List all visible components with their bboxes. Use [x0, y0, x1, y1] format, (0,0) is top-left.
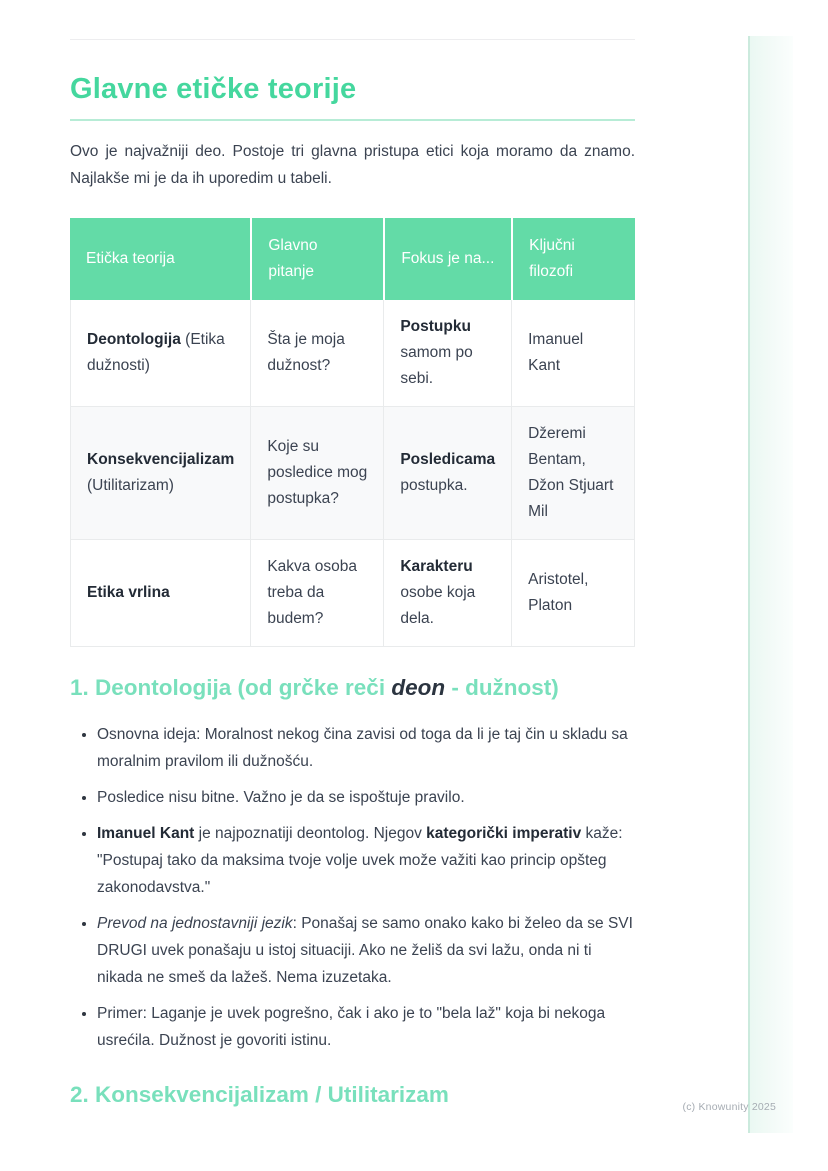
section-heading-deontologija — [70, 675, 635, 701]
table-row — [70, 300, 635, 407]
top-divider — [70, 39, 635, 40]
intro-paragraph: Ovo je najvažniji deo. Postoje tri glavna pristupa etici koja moramo da znamo. Najlakše mi je da ih uporedim u tabeli. — [70, 143, 635, 187]
focus-cell — [383, 300, 511, 407]
question-cell: Koje su posledice mog postupka? — [250, 407, 383, 540]
list-item — [97, 910, 635, 991]
question-cell: Kakva osoba treba da budem? — [250, 540, 383, 647]
text-segment: Primer: Laganje je uvek pogrešno, čak i ako je to "bela laž" koja bi nekoga usrećila. Dužnost je govoriti istinu. — [97, 1005, 606, 1049]
title-underline — [70, 119, 635, 121]
text-segment: Osnovna ideja: Moralnost nekog čina zavisi od toga da li je taj čin u skladu sa moralnim pravilom ili dužnošću. — [97, 726, 628, 770]
philosophers-cell: Aristotel, Platon — [511, 540, 635, 647]
copyright-footer: (c) Knowunity 2025 — [682, 1101, 776, 1113]
table-header-row — [70, 218, 635, 300]
header-cell-philosophers: Ključni filozofi — [511, 218, 635, 300]
text-segment: kaže: "Postupaj tako da maksima tvoje volje uvek može važiti kao princip opšteg zakonodavstva." — [97, 825, 623, 896]
header-cell-theory: Etička teorija — [70, 218, 250, 300]
focus-cell — [383, 407, 511, 540]
text-segment: Posledice nisu bitne. Važno je da se ispoštuje pravilo. — [97, 789, 465, 806]
text-segment: - dužnost) — [445, 675, 559, 700]
text-segment: Etika vrlina — [87, 584, 170, 601]
ethics-comparison-table — [70, 218, 635, 647]
text-segment: je najpoznatiji deontolog. Njegov — [194, 825, 427, 842]
text-segment: kategorički imperativ — [426, 825, 582, 842]
text-segment: 2. Konsekvencijalizam / Utilitarizam — [70, 1082, 449, 1107]
text-segment: Konsekvencijalizam — [87, 451, 235, 468]
text-segment: deon — [391, 675, 446, 700]
list-item — [97, 1000, 635, 1054]
page-title: Glavne etičke teorije — [70, 73, 357, 105]
list-item — [97, 721, 635, 775]
text-segment: 1. Deontologija (od grčke reči — [70, 675, 392, 700]
text-segment: Deontologija — [87, 331, 181, 348]
table-row — [70, 540, 635, 647]
text-segment: Posledicama — [400, 451, 496, 468]
list-item — [97, 784, 635, 811]
theory-cell — [70, 300, 250, 407]
header-cell-focus: Fokus je na... — [383, 218, 511, 300]
header-cell-question: Glavno pitanje — [250, 218, 383, 300]
text-segment: postupka. — [400, 477, 468, 494]
text-segment: (Etika dužnosti) — [87, 331, 225, 374]
section-heading-konsekvencijalizam — [70, 1082, 635, 1108]
text-segment: Karakteru — [400, 558, 473, 575]
text-segment: Imanuel Kant — [97, 825, 195, 842]
philosophers-cell: Džeremi Bentam, Džon Stjuart Mil — [511, 407, 635, 540]
text-segment: Postupku — [400, 318, 471, 335]
deontologija-bullet-list — [70, 721, 635, 1054]
list-item — [97, 820, 635, 901]
text-segment: osobe koja dela. — [400, 584, 476, 627]
document-content — [70, 0, 635, 1108]
question-cell: Šta je moja dužnost? — [250, 300, 383, 407]
focus-cell — [383, 540, 511, 647]
text-segment: samom po sebi. — [400, 344, 473, 387]
philosophers-cell: Imanuel Kant — [511, 300, 635, 407]
text-segment: Prevod na jednostavniji jezik — [97, 915, 293, 932]
page-edge-accent-bar — [748, 36, 793, 1133]
table-row — [70, 407, 635, 540]
theory-cell — [70, 407, 250, 540]
text-segment: : Ponašaj se samo onako kako bi želeo da se SVI DRUGI uvek ponašaju u istoj situaciji. Ako ne želiš da svi lažu, onda ni ti nikada ne smeš da lažeš. Nema izuzetaka. — [97, 915, 633, 986]
theory-cell — [70, 540, 250, 647]
text-segment: (Utilitarizam) — [87, 477, 174, 494]
